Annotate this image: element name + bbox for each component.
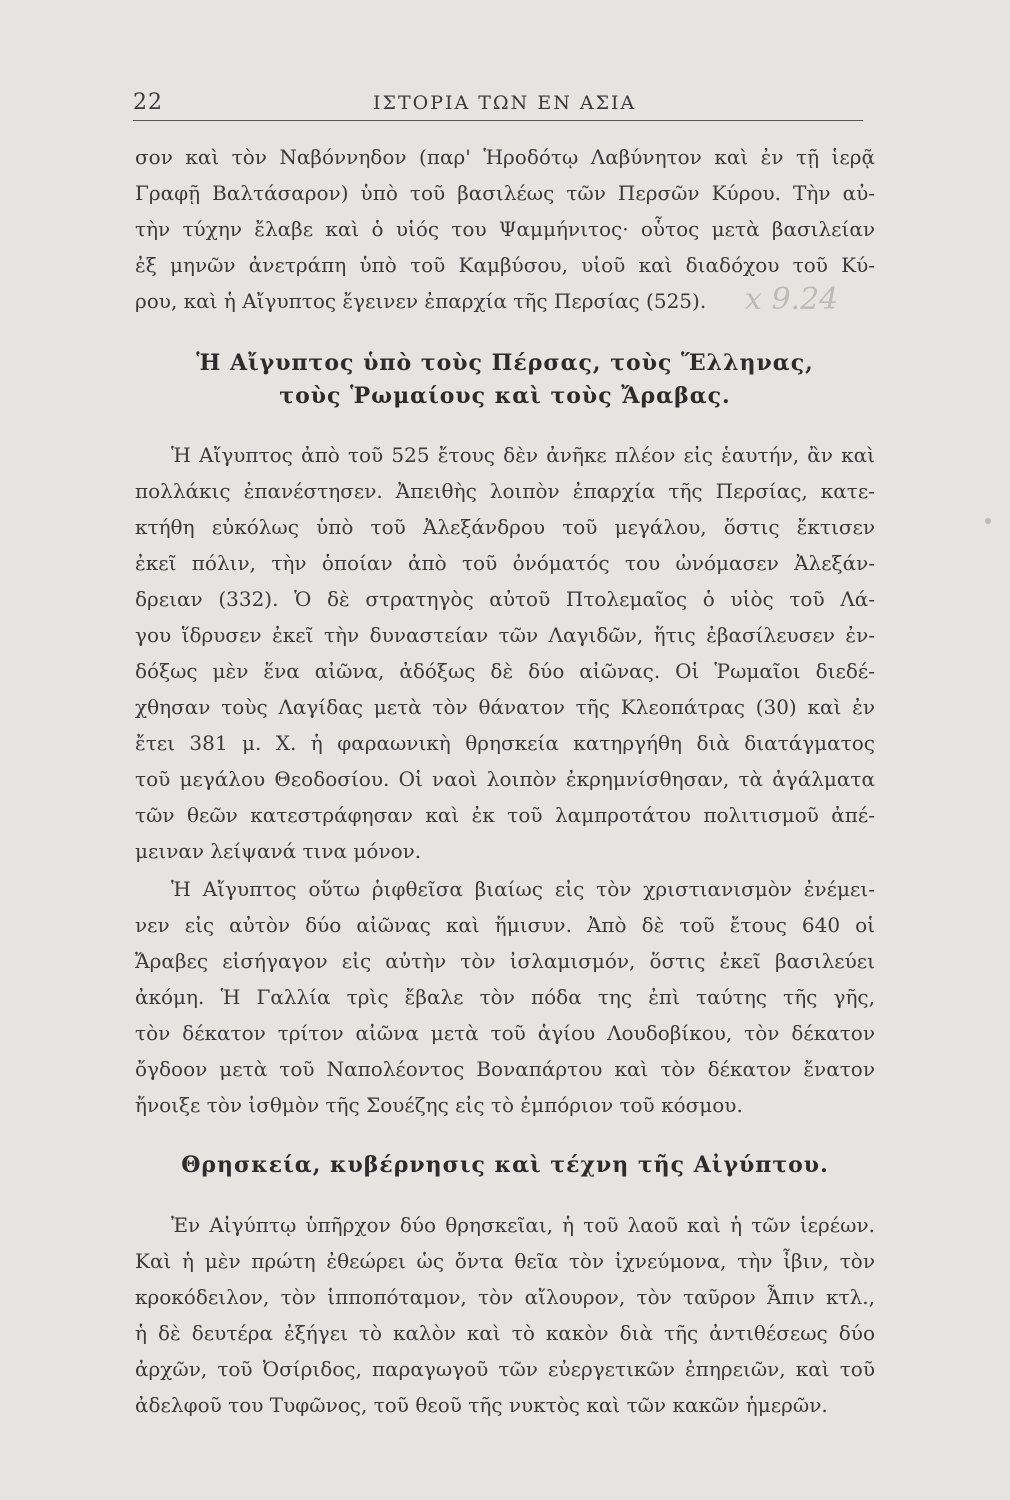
text-line: δρειαν (332). Ὁ δὲ στρατηγὸς αὐτοῦ Πτολεμαῖος ὁ υἱὸς τοῦ Λά-: [135, 587, 875, 611]
text-line: ρου, καὶ ἡ Αἴγυπτος ἔγεινεν ἐπαρχία τῆς Περσίας (525).: [135, 289, 707, 313]
text-line: Γραφῇ Βαλτάσαρον) ὑπὸ τοῦ βασιλέως τῶν Περσῶν Κύρου. Τὴν αὐ-: [135, 181, 875, 205]
text-line: Ἡ Αἴγυπτος ἀπὸ τοῦ 525 ἔτους δὲν ἀνῆκε πλέον εἰς ἑαυτήν, ἂν καὶ: [171, 443, 875, 467]
text-line: κτήθη εὐκόλως ὑπὸ τοῦ Ἀλεξάνδρου τοῦ μεγάλου, ὅστις ἔκτισεν: [135, 515, 875, 539]
text-line: μειναν λείψανά τινα μόνον.: [135, 839, 422, 863]
text-line: ἤνοιξε τὸν ἰσθμὸν τῆς Σουέζης εἰς τὸ ἐμπόριον τοῦ κόσμου.: [135, 1093, 743, 1117]
text-line: νεν εἰς αὐτὸν δύο αἰῶνας καὶ ἥμισυν. Ἀπὸ δὲ τοῦ ἔτους 640 οἱ: [135, 913, 875, 937]
text-line: ἡ δὲ δευτέρα ἐξήγει τὸ καλὸν καὶ τὸ κακὸν διὰ τῆς ἀντιθέσεως δύο: [135, 1321, 875, 1345]
text-line: ἀρχῶν, τοῦ Ὀσίριδος, παραγωγοῦ τῶν εὐεργετικῶν ἐπηρειῶν, καὶ τοῦ: [135, 1357, 875, 1381]
page-header: [133, 88, 863, 122]
text-line: γου ἵδρυσεν ἐκεῖ τὴν δυναστείαν τῶν Λαγιδῶν, ἥτις ἐβασίλευσεν ἐν-: [135, 623, 875, 647]
text-line: ἀκόμη. Ἡ Γαλλία τρὶς ἔβαλε τὸν πόδα της ἐπὶ ταύτης τῆς γῆς,: [135, 985, 875, 1009]
section-heading: Ἡ Αἴγυπτος ὑπὸ τοὺς Πέρσας, τοὺς Ἕλληνας,: [196, 350, 814, 376]
text-line: Ἡ Αἴγυπτος οὕτω ῥιφθεῖσα βιαίως εἰς τὸν χριστιανισμὸν ἐνέμει-: [171, 877, 875, 901]
text-line: πολλάκις ἐπανέστησεν. Ἀπειθὴς λοιπὸν ἐπαρχία τῆς Περσίας, κατε-: [135, 479, 875, 503]
pencil-annotation: x 9.24: [745, 282, 839, 317]
page-number: 22: [133, 90, 163, 115]
text-line: ἔτει 381 μ. Χ. ἡ φαραωνικὴ θρησκεία κατηργήθη διὰ διατάγματος: [135, 731, 875, 755]
text-line: Καὶ ἡ μὲν πρώτη ἐθεώρει ὡς ὄντα θεῖα τὸν ἰχνεύμονα, τὴν ἶβιν, τὸν: [135, 1249, 875, 1273]
section-heading: Θρησκεία, κυβέρνησις καὶ τέχνη τῆς Αἰγύπτου.: [181, 1152, 829, 1178]
text-line: Ἐν Αἰγύπτῳ ὑπῆρχον δύο θρησκεῖαι, ἡ τοῦ λαοῦ καὶ ἡ τῶν ἱερέων.: [171, 1213, 875, 1237]
header-rule: [133, 120, 863, 121]
text-line: σον καὶ τὸν Ναβόννηδον (παρ' Ἡροδότῳ Λαβύνητον καὶ ἐν τῇ ἱερᾷ: [135, 145, 875, 169]
running-title: ΙΣΤΟΡΙΑ ΤΩΝ ΕΝ ΑΣΙΑ: [373, 92, 637, 114]
text-line: κροκόδειλον, τὸν ἱπποπόταμον, τὸν αἴλουρον, τὸν ταῦρον Ἆπιν κτλ.,: [135, 1285, 875, 1309]
text-line: δόξως μὲν ἕνα αἰῶνα, ἀδόξως δὲ δύο αἰῶνας. Οἱ Ῥωμαῖοι διεδέ-: [135, 659, 875, 683]
text-line: ὄγδοον μετὰ τοῦ Ναπολέοντος Βοναπάρτου καὶ τὸν δέκατον ἔνατον: [135, 1057, 875, 1081]
text-line: τοῦ μεγάλου Θεοδοσίου. Οἱ ναοὶ λοιπὸν ἐκρημνίσθησαν, τὰ ἀγάλματα: [135, 767, 875, 791]
text-line: ἐξ μηνῶν ἀνετράπη ὑπὸ τοῦ Καμβύσου, υἱοῦ καὶ διαδόχου τοῦ Κύ-: [135, 253, 875, 277]
text-line: ἐκεῖ πόλιν, τὴν ὁποίαν ἀπὸ τοῦ ὀνόματός του ὠνόμασεν Ἀλεξάν-: [135, 551, 875, 575]
text-line: τὴν τύχην ἔλαβε καὶ ὁ υἱός του Ψαμμήνιτος· οὗτος μετὰ βασιλείαν: [135, 217, 875, 241]
section-heading: τοὺς Ῥωμαίους καὶ τοὺς Ἄραβας.: [279, 383, 731, 409]
text-line: Ἄραβες εἰσήγαγον εἰς αὐτὴν τὸν ἰσλαμισμόν, ὅστις ἐκεῖ βασιλεύει: [135, 949, 875, 973]
text-line: τὸν δέκατον τρίτον αἰῶνα μετὰ τοῦ ἁγίου Λουδοβίκου, τὸν δέκατον: [135, 1021, 875, 1045]
text-line: τῶν θεῶν κατεστράφησαν καὶ ἐκ τοῦ λαμπροτάτου πολιτισμοῦ ἀπέ-: [135, 803, 875, 827]
text-line: ἀδελφοῦ του Τυφῶνος, τοῦ θεοῦ τῆς νυκτὸς καὶ τῶν κακῶν ἡμερῶν.: [135, 1393, 828, 1417]
text-line: χθησαν τοὺς Λαγίδας μετὰ τὸν θάνατον τῆς Κλεοπάτρας (30) καὶ ἐν: [135, 695, 875, 719]
paper-speck: [985, 518, 991, 524]
